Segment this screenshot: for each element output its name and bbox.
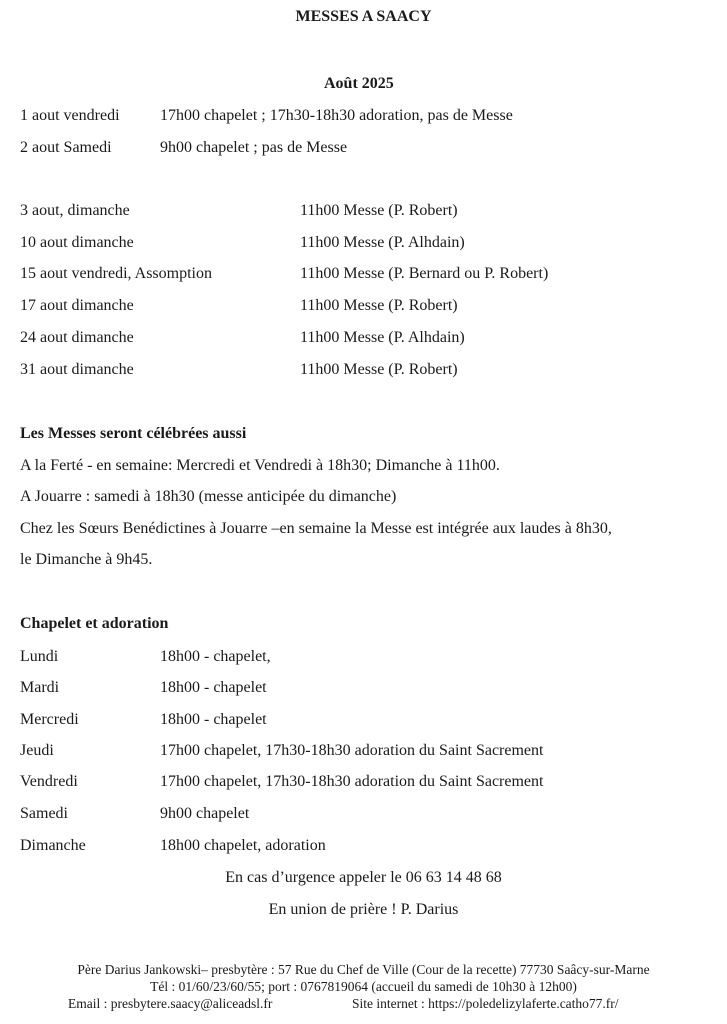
chapelet-day: Jeudi: [20, 742, 54, 759]
mass-day: 15 aout vendredi, Assomption: [20, 265, 212, 282]
mass-day: 31 aout dimanche: [20, 361, 134, 378]
also-line: Chez les Sœurs Benédictines à Jouarre –en semaine la Messe est intégrée aux laudes à 8h30,: [20, 520, 612, 537]
chapelet-day: Mardi: [20, 679, 60, 696]
chapelet-info: 18h00 - chapelet: [160, 711, 267, 728]
also-line: A Jouarre : samedi à 18h30 (messe anticipée du dimanche): [20, 488, 397, 505]
schedule-info: 9h00 chapelet ; pas de Messe: [160, 139, 348, 156]
chapelet-day: Mercredi: [20, 711, 79, 728]
mass-info: 11h00 Messe (P. Robert): [300, 297, 458, 314]
closing-line: En union de prière ! P. Darius: [268, 901, 459, 918]
mass-day: 10 aout dimanche: [20, 234, 134, 251]
chapelet-day: Lundi: [20, 648, 59, 665]
also-line: le Dimanche à 9h45.: [20, 551, 153, 568]
schedule-day: 2 aout Samedi: [20, 139, 112, 156]
also-line: A la Ferté - en semaine: Mercredi et Vendredi à 18h30; Dimanche à 11h00.: [20, 457, 500, 474]
mass-day: 3 aout, dimanche: [20, 202, 130, 219]
footer-website[interactable]: Site internet : https://poledelizylaferte.catho77.fr/: [352, 996, 619, 1011]
mass-info: 11h00 Messe (P. Bernard ou P. Robert): [300, 265, 549, 282]
mass-info: 11h00 Messe (P. Alhdain): [300, 234, 465, 251]
page-title: MESSES A SAACY: [295, 8, 432, 25]
chapelet-info: 17h00 chapelet, 17h30-18h30 adoration du Saint Sacrement: [160, 742, 544, 759]
mass-info: 11h00 Messe (P. Alhdain): [300, 329, 465, 346]
footer-address: Père Darius Jankowski– presbytère : 57 Rue du Chef de Ville (Cour de la recette) 77730 Saâcy-sur-Marne: [77, 962, 650, 977]
urgency-line: En cas d’urgence appeler le 06 63 14 48 68: [225, 869, 502, 886]
chapelet-day: Vendredi: [20, 773, 78, 790]
chapelet-day: Dimanche: [20, 837, 86, 854]
mass-info: 11h00 Messe (P. Robert): [300, 202, 458, 219]
chapelet-info: 18h00 chapelet, adoration: [160, 837, 326, 854]
schedule-info: 17h00 chapelet ; 17h30-18h30 adoration, pas de Messe: [160, 107, 513, 124]
chapelet-info: 18h00 - chapelet: [160, 679, 267, 696]
also-heading: Les Messes seront célébrées aussi: [20, 425, 247, 442]
chapelet-info: 17h00 chapelet, 17h30-18h30 adoration du Saint Sacrement: [160, 773, 544, 790]
mass-day: 17 aout dimanche: [20, 297, 134, 314]
chapelet-info: 18h00 - chapelet,: [160, 648, 271, 665]
chapelet-day: Samedi: [20, 805, 68, 822]
chapelet-heading: Chapelet et adoration: [20, 615, 169, 632]
chapelet-info: 9h00 chapelet: [160, 805, 250, 822]
mass-info: 11h00 Messe (P. Robert): [300, 361, 458, 378]
month-heading: Août 2025: [324, 75, 394, 92]
footer-email[interactable]: Email : presbytere.saacy@aliceadsl.fr: [68, 996, 273, 1011]
mass-day: 24 aout dimanche: [20, 329, 134, 346]
footer-phone: Tél : 01/60/23/60/55; port : 0767819064 (accueil du samedi de 10h30 à 12h00): [150, 979, 577, 994]
schedule-day: 1 aout vendredi: [20, 107, 120, 124]
